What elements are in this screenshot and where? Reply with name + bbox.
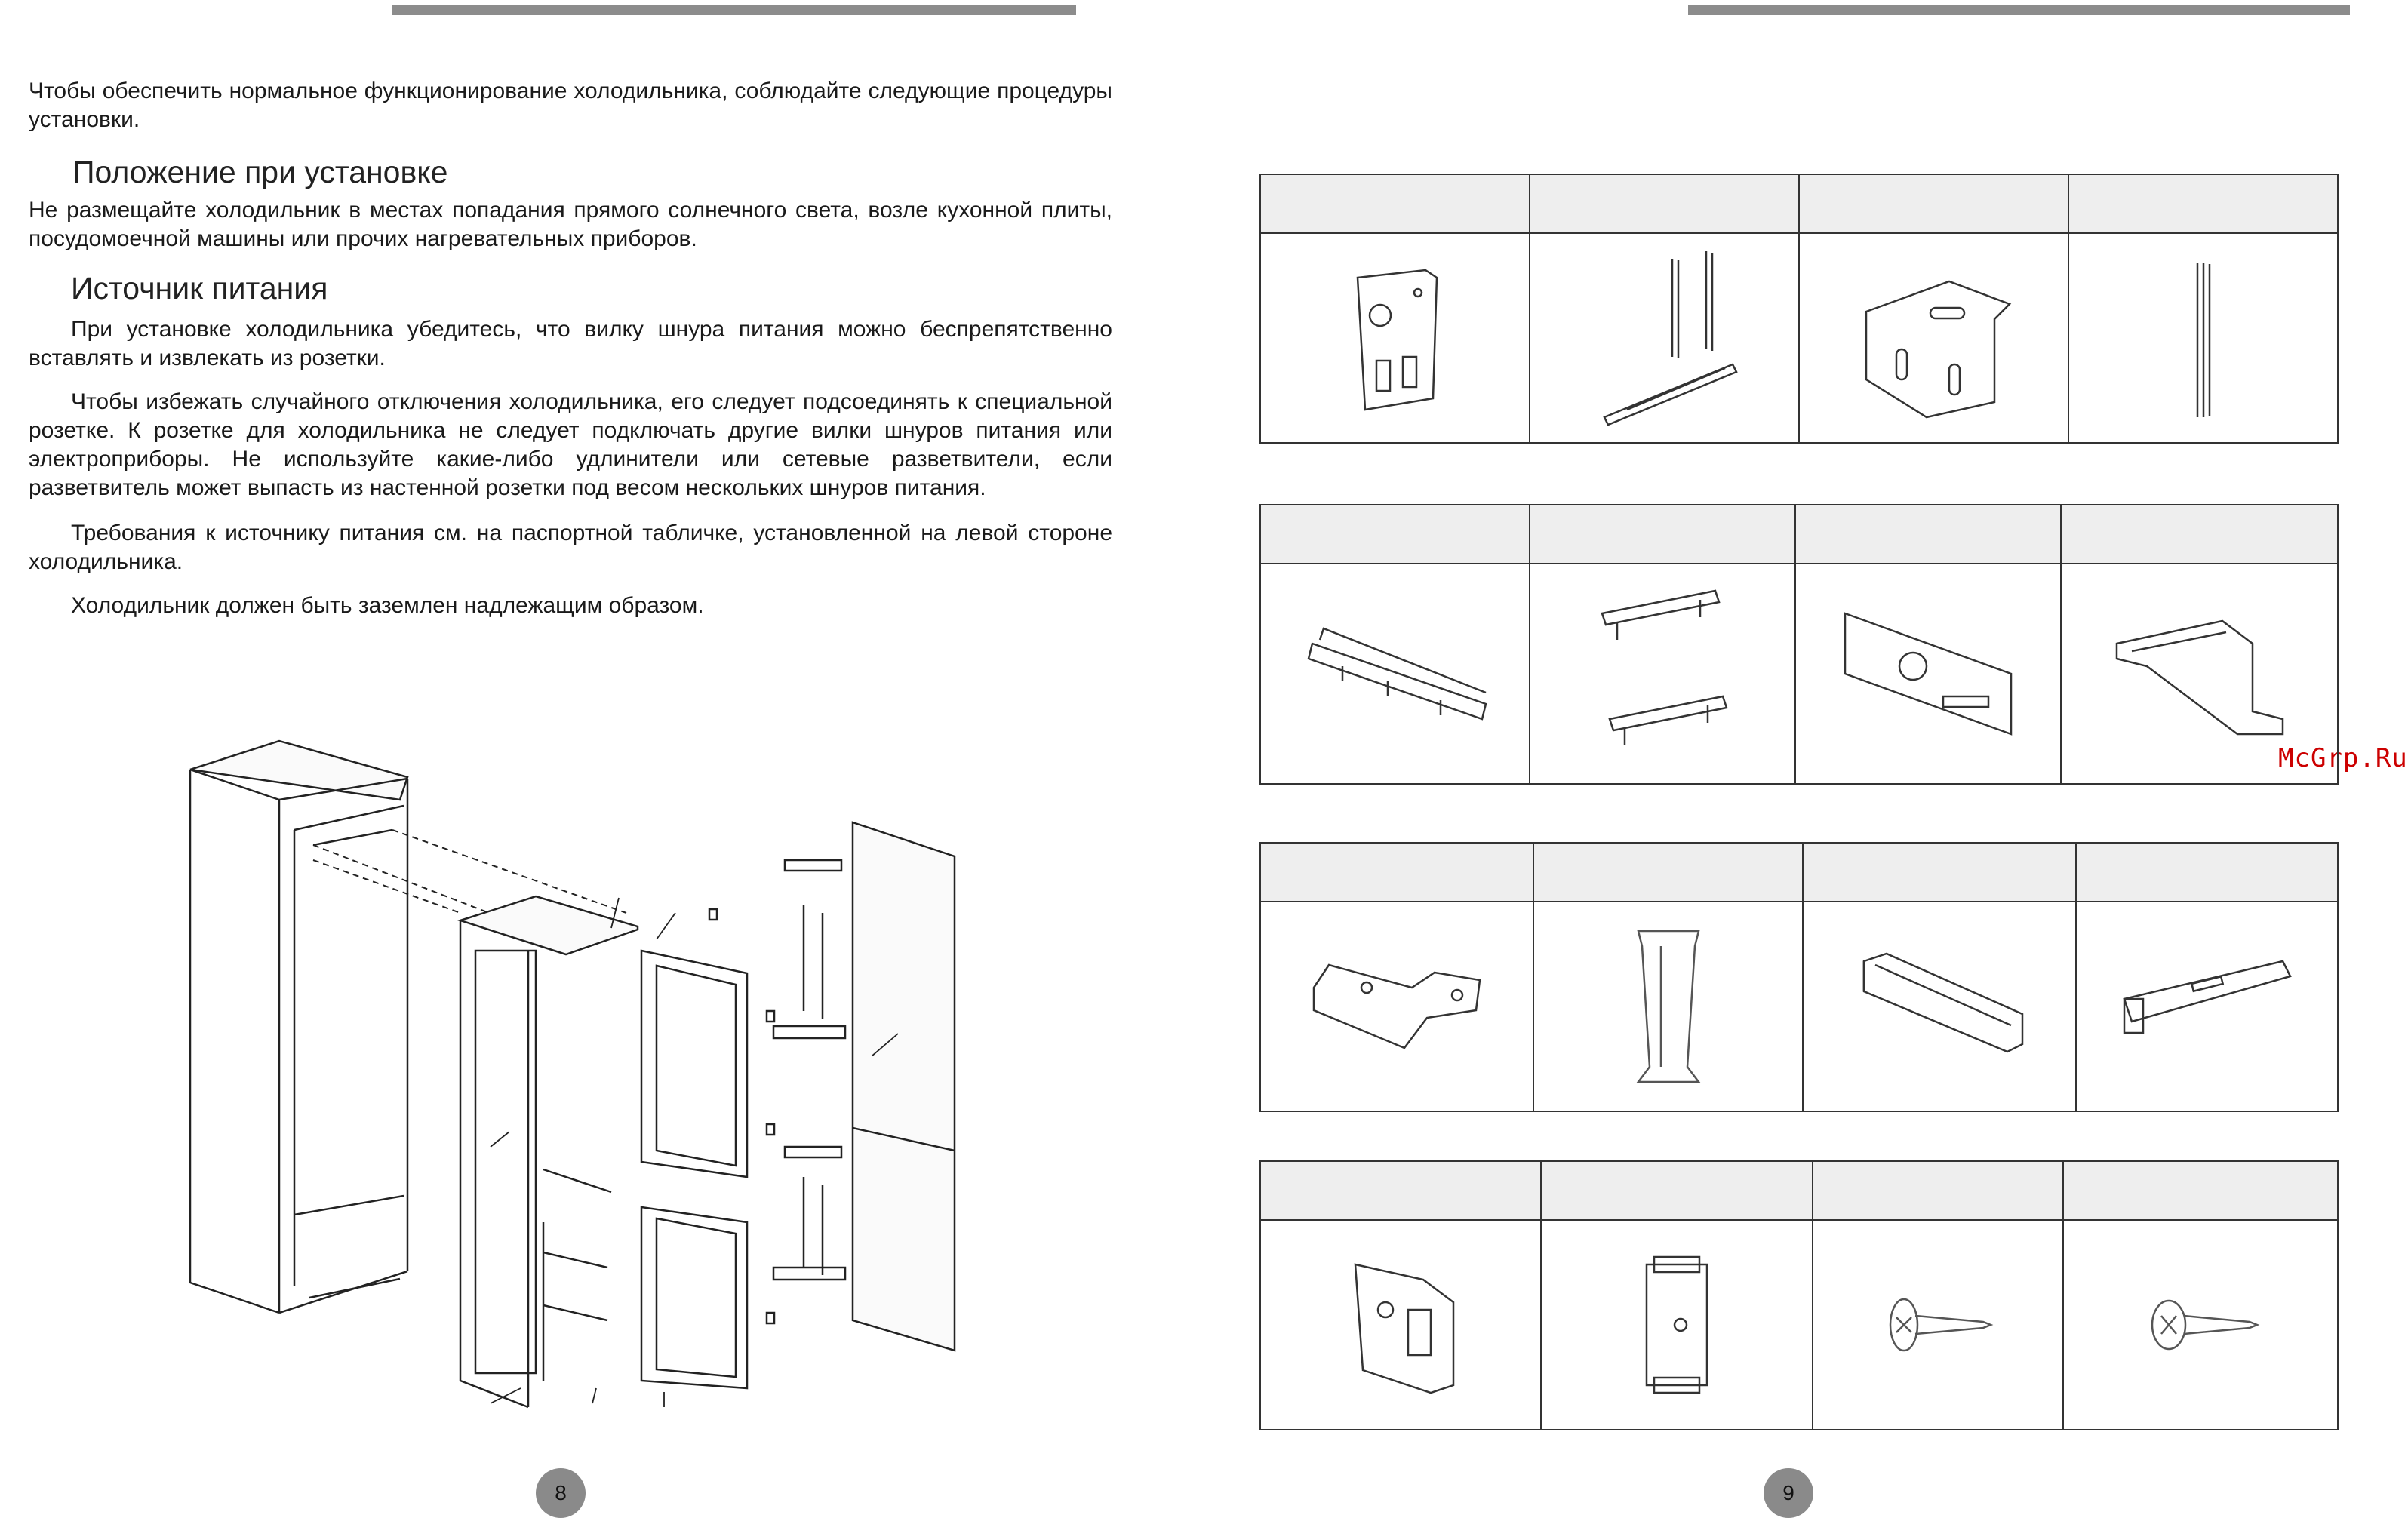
part-cell <box>1530 564 1795 784</box>
parts-header-cell <box>1260 843 1533 902</box>
parts-header-cell <box>2076 843 2338 902</box>
part-cell <box>1533 902 1803 1111</box>
part-cell <box>1803 902 2076 1111</box>
latch-icon <box>1624 1242 1730 1408</box>
installation-position-paragraph: Не размещайте холодильник в местах попадания прямого солнечного света, возле кухонной плиты, посудомоечной машины или прочих нагревательных приборов. <box>29 198 1112 251</box>
part-cell <box>1799 233 2068 443</box>
section-power-source <box>29 270 1112 620</box>
furniture-door-panel <box>853 822 955 1351</box>
intro-text-block <box>29 77 1112 134</box>
parts-header-cell <box>1260 505 1530 564</box>
channel-bracket-icon <box>1841 931 2037 1082</box>
thin-strip-icon <box>2173 247 2234 429</box>
part-cell <box>1530 233 1799 443</box>
parts-header-cell <box>1795 505 2061 564</box>
part-cell <box>2063 1220 2338 1430</box>
page-number-right: 9 <box>1764 1468 1813 1518</box>
parts-header-cell <box>1530 174 1799 233</box>
left-page <box>0 0 1175 1518</box>
parts-header-cell <box>1803 843 2076 902</box>
part-cell <box>1795 564 2061 784</box>
parts-header-cell <box>2063 1161 2338 1220</box>
part-cell <box>1260 1220 1541 1430</box>
clip-holder-icon <box>1616 916 1721 1097</box>
part-cell <box>1260 564 1530 784</box>
fittings <box>709 860 845 1323</box>
parts-header-cell <box>1533 843 1803 902</box>
section-title-installation-position: Положение при установке <box>72 155 448 189</box>
watermark: McGrp.Ru <box>2278 743 2408 773</box>
header-bar <box>1688 5 2350 15</box>
power-para-outlet: Чтобы избежать случайного отключения холодильника, его следует подсоединять к специальной розетке. К розетке для холодильника не следует подключать другие вилки шнуров питания или электроприборы. Не используйте какие-либо удлинители или сетевые разветвители, если разветвитель может выпасть из настенной розетки под весом нескольких шнуров питания. <box>29 389 1112 500</box>
parts-header-cell <box>1799 174 2068 233</box>
cabinet-outline <box>190 741 407 1313</box>
hinge-cover-icon <box>1333 1249 1468 1400</box>
parts-table-1 <box>1259 174 2339 444</box>
slotted-bracket-icon <box>1844 251 2025 425</box>
installation-diagram <box>174 724 973 1426</box>
slide-rail-icon <box>2109 939 2305 1074</box>
parts-header-cell <box>2061 505 2338 564</box>
part-cell <box>2068 233 2338 443</box>
parts-header-cell <box>1260 174 1530 233</box>
handle-bars-icon <box>1587 576 1738 772</box>
part-cell <box>1260 902 1533 1111</box>
part-cell <box>1541 1220 1813 1430</box>
power-para-rating-plate: Требования к источнику питания см. на паспортной табличке, установленной на левой стороне холодильника. <box>29 521 1112 574</box>
part-cell <box>2076 902 2338 1111</box>
parts-header-cell <box>2068 174 2338 233</box>
section-installation-position <box>29 154 1112 254</box>
parts-table-4 <box>1259 1160 2339 1430</box>
corner-cap-icon <box>2102 598 2298 749</box>
header-bar <box>392 5 1076 15</box>
power-para-plug: При установке холодильника убедитесь, что вилку шнура питания можно беспрепятственно вставлять и извлекать из розетки. <box>29 317 1112 370</box>
page-number-left: 8 <box>536 1468 586 1518</box>
part-cell <box>1813 1220 2063 1430</box>
part-cell <box>2061 564 2338 784</box>
parts-table-3 <box>1259 842 2339 1112</box>
parts-header-cell <box>1530 505 1795 564</box>
rail-strips-icon <box>1582 244 1748 432</box>
z-bracket-icon <box>1299 942 1495 1071</box>
countersunk-screw-icon <box>1878 1280 1998 1370</box>
power-para-grounding: Холодильник должен быть заземлен надлежащим образом. <box>71 593 704 618</box>
parts-header-cell <box>1813 1161 2063 1220</box>
right-page <box>1175 0 2408 1518</box>
plate-bracket-icon <box>1335 247 1456 429</box>
refrigerator-body <box>460 896 747 1407</box>
pan-head-screw-icon <box>2140 1280 2261 1370</box>
part-cell <box>1260 233 1530 443</box>
parts-header-cell <box>1541 1161 1813 1220</box>
parts-header-cell <box>1260 1161 1541 1220</box>
angled-rail-icon <box>1290 598 1501 749</box>
section-title-power-source: Источник питания <box>71 271 328 306</box>
intro-paragraph: Чтобы обеспечить нормальное функционирование холодильника, соблюдайте следующие процедуры установки. <box>29 78 1112 132</box>
parts-table-2 <box>1259 504 2339 785</box>
slotted-cover-icon <box>1830 591 2026 757</box>
